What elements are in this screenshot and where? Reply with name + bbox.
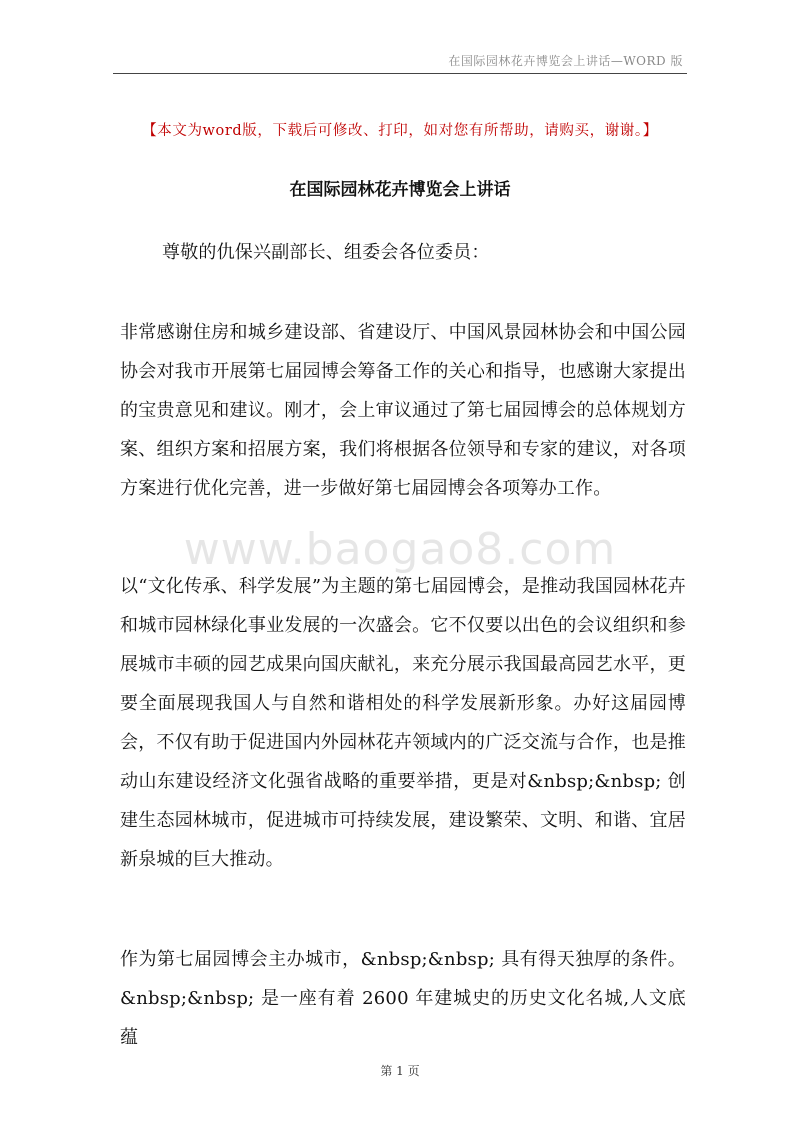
page-number: 第 1 页 — [380, 1064, 420, 1078]
paragraph-2: 以“文化传承、科学发展”为主题的第七届园博会，是推动我国园林花卉和城市园林绿化事业发展的一次盛会。它不仅要以出色的会议组织和参展城市丰硕的园艺成果向国庆献礼，来充分展示我国最高园艺水平，更要全面展现我国人与自然和谐相处的科学发展新形象。办好这届园博会，不仅有助于促进国内外园林花卉领域内的广泛交流与合作，也是推动山东建设经济文化强省战略的重要举措，更是对&nbsp;&nbsp; 创建生态园林城市，促进城市可持续发展，建设繁荣、文明、和谐、宜居新泉城的巨大推动。 — [120, 576, 686, 870]
header-divider — [113, 73, 687, 74]
paragraph-1: 非常感谢住房和城乡建设部、省建设厅、中国风景园林协会和中国公园协会对我市开展第七届园博会筹备工作的关心和指导，也感谢大家提出的宝贵意见和建议。刚才，会上审议通过了第七届园博会的总体规划方案、组织方案和招展方案，我们将根据各位领导和专家的建议，对各项方案进行优化完善，进一步做好第七届园博会各项筹办工作。 — [120, 322, 686, 499]
running-header: 在国际园林花卉博览会上讲话—WORD 版 — [448, 54, 683, 68]
salutation: 尊敬的仇保兴副部长、组委会各位委员： — [162, 242, 490, 263]
watermark: www.baogao8.com — [183, 524, 617, 575]
paragraph-3: 作为第七届园博会主办城市，&nbsp;&nbsp; 具有得天独厚的条件。&nbsp;&nbsp; 是一座有着 2600 年建城史的历史文化名城,人文底蕴 — [120, 949, 686, 1048]
purchase-notice: 【本文为word版，下载后可修改、打印，如对您有所帮助，请购买，谢谢。】 — [142, 123, 658, 139]
document-title: 在国际园林花卉博览会上讲话 — [289, 180, 511, 200]
